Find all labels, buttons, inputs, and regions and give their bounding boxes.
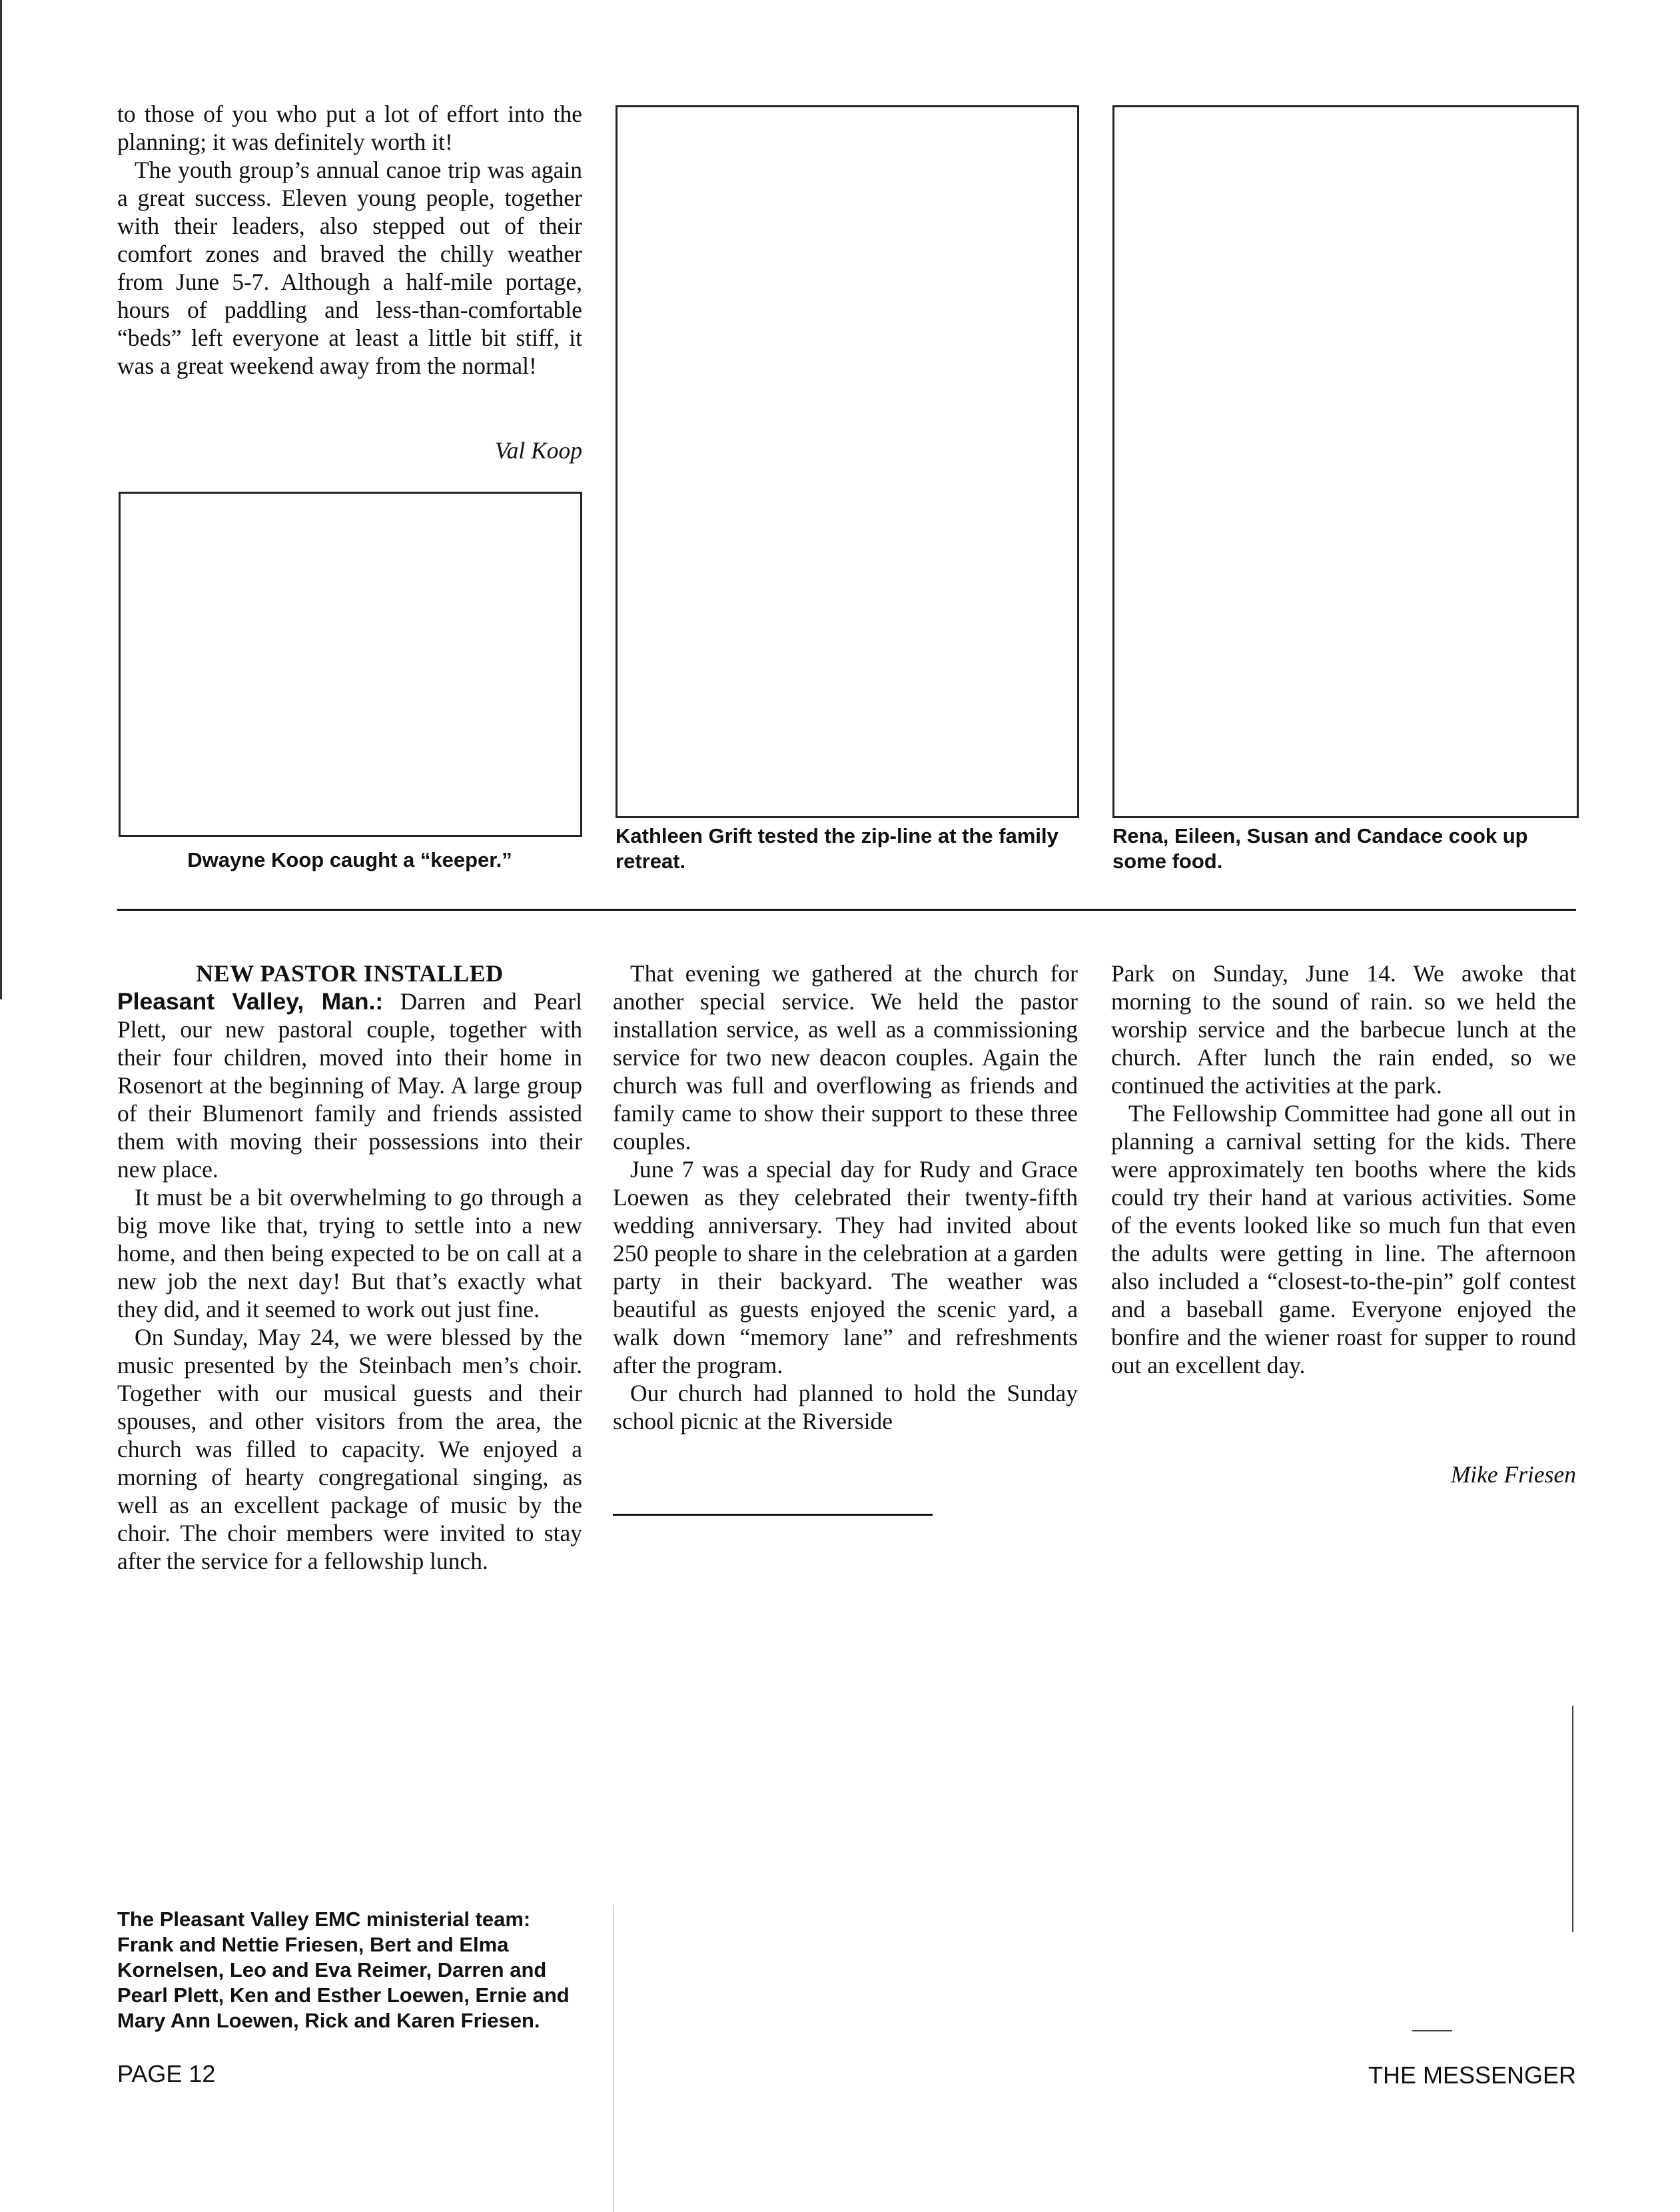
article-dateline: Pleasant Valley, Man.: [117, 988, 384, 1015]
photo-edge-right [1572, 1706, 1573, 1932]
photo-edge-left [613, 1906, 614, 2212]
top-article-paragraph: The youth group’s annual canoe trip was again a great success. Eleven young people, together with their leaders, also stepped out of their comfort zones and braved the chilly weather from June 5-7. Although a half-mile portage, hours of paddling and less-than-comfortable “beds” left everyone at least a little bit stiff, it was a great weekend away from the normal! [117, 157, 582, 379]
article-paragraph: Park on Sunday, June 14. We awoke that morning to the sound of rain. so we held the worship service and the barbecue lunch at the church. After lunch the rain ended, so we continued the activities at the park. [1111, 960, 1576, 1099]
photo-caption-kathleen: Kathleen Grift tested the zip-line at the family retreat. [616, 824, 1058, 873]
article-paragraph: The Fellowship Committee had gone all out in planning a carnival setting for the kids. There were approximately ten booths where the kids could try their hand at various activities. Some of the events looked like so much fun that even the adults were getting in line. The afternoon also included a “closest-to-the-pin” golf contest and a baseball game. Everyone enjoyed the bonfire and the wiener roast for supper to round out an excellent day. [1111, 1100, 1576, 1379]
photo-caption-dwayne: Dwayne Koop caught a “keeper.” [187, 848, 512, 871]
page-edge-mark [0, 0, 2, 999]
top-article [117, 100, 582, 380]
photo-kathleen-zipline [616, 105, 1079, 818]
article-headline: NEW PASTOR INSTALLED [196, 960, 504, 987]
photo-caption-ministerial-team: The Pleasant Valley EMC ministerial team: Frank and Nettie Friesen, Bert and Elma Kornelsen, Leo and Eva Reimer, Darren and Pearl Plett, Ken and Esther Loewen, Ernie and Mary Ann Loewen, Rick and Karen Friesen. [117, 1908, 570, 2032]
section-divider [117, 909, 1576, 911]
photo-rena-cooking [1112, 105, 1579, 818]
photo-edge-bottom [1412, 2030, 1452, 2031]
article-paragraph: It must be a bit overwhelming to go through a big move like that, trying to settle into a new home, and then being expected to be on call at a new job the next day! But that’s exactly what they did, and it seemed to work out just fine. [117, 1184, 582, 1323]
article-column-2 [613, 959, 1078, 1435]
photo-ministerial-team [613, 1532, 1579, 1999]
column-end-rule [613, 1514, 933, 1516]
top-article-paragraph: to those of you who put a lot of effort into the planning; it was definitely worth it! [117, 101, 582, 155]
article-paragraph: That evening we gathered at the church for another special service. We held the pastor installation service, as well as a commissioning service for two new deacon couples. Again the church was full and overflowing as friends and family came to show their support to these three couples. [613, 960, 1078, 1155]
article-column-3 [1111, 959, 1576, 1379]
publication-name: THE MESSENGER [1368, 2061, 1576, 2089]
article-paragraph: On Sunday, May 24, we were blessed by the music presented by the Steinbach men’s choir. Together with our musical guests and their spouses, and other visitors from the area, the church was filled to capacity. We enjoyed a morning of hearty congregational singing, as well as an excellent package of music by the choir. The choir members were invited to stay after the service for a fellowship lunch. [117, 1324, 582, 1574]
page-number: PAGE 12 [117, 2060, 216, 2087]
photo-caption-rena: Rena, Eileen, Susan and Candace cook up some food. [1112, 824, 1528, 873]
article-paragraph [117, 987, 582, 1183]
article-column-1 [117, 987, 582, 1575]
article-paragraph-text: Darren and Pearl Plett, our new pastoral couple, together with their four children, moved into their home in Rosenort at the beginning of May. A large group of their Blumenort family and friends assisted them with moving their possessions into their new place. [117, 988, 582, 1183]
article-paragraph: June 7 was a special day for Rudy and Grace Loewen as they celebrated their twenty-fifth wedding anniversary. They had invited about 250 people to share in the celebration at a garden party in their backyard. The weather was beautiful as guests enjoyed the scenic yard, a walk down “memory lane” and refreshments after the program. [613, 1156, 1078, 1379]
photo-dwayne-koop [119, 492, 582, 837]
top-article-signature: Val Koop [494, 437, 582, 464]
article-paragraph: Our church had planned to hold the Sunday school picnic at the Riverside [613, 1380, 1078, 1434]
article-signature: Mike Friesen [1450, 1461, 1576, 1488]
